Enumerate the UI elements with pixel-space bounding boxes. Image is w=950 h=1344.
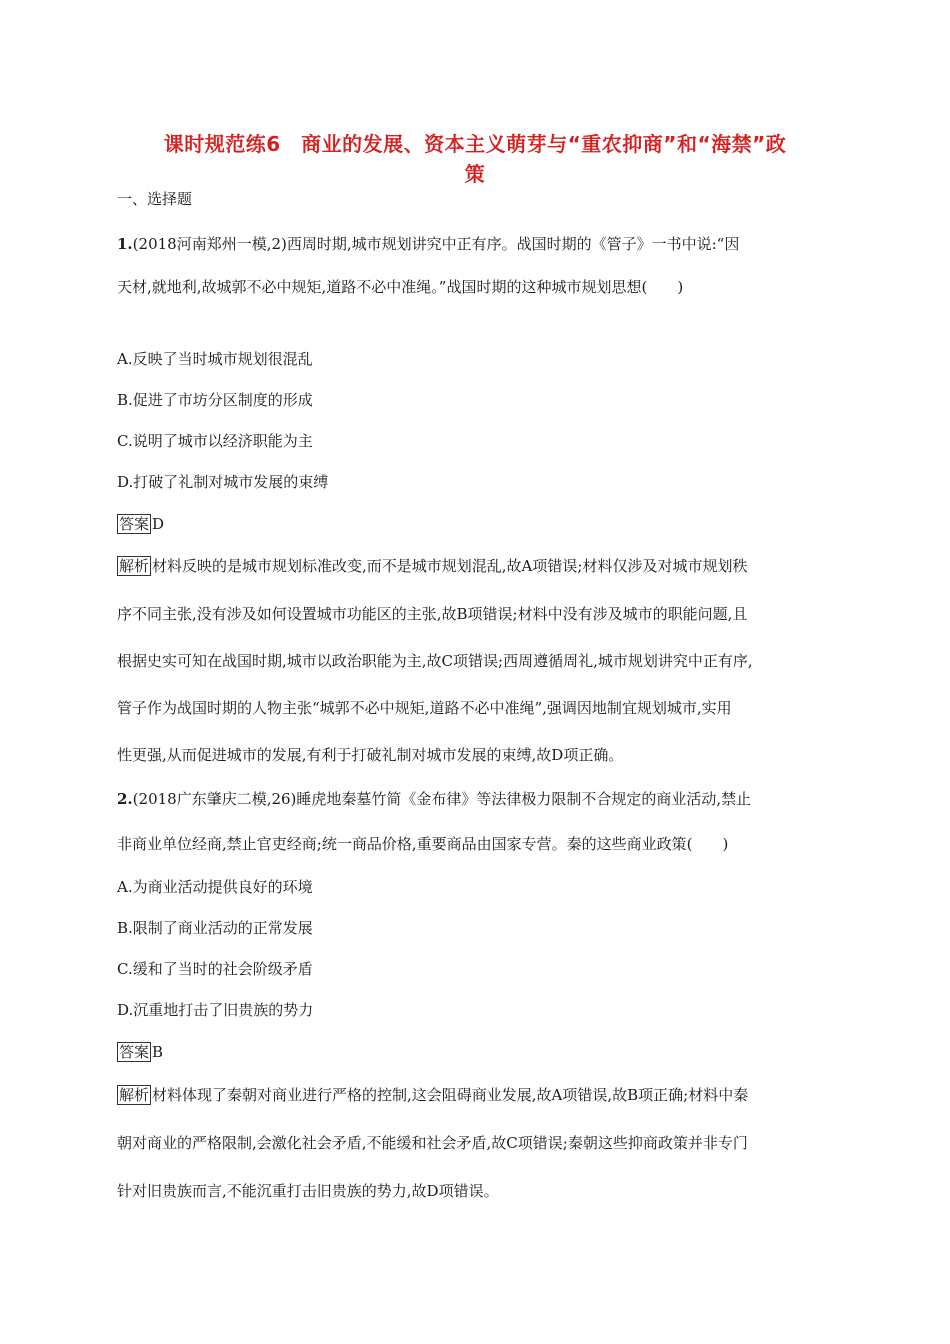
answer-value: B xyxy=(152,1043,164,1061)
page-title-line-1: 课时规范练6 商业的发展、资本主义萌芽与“重农抑商”和“海禁”政 xyxy=(163,132,787,156)
answer-value: D xyxy=(152,515,165,533)
question-1-answer xyxy=(117,514,164,534)
analysis-tag: 解析 xyxy=(119,557,150,575)
question-1-analysis-line-3: 根据史实可知在战国时期,城市以政治职能为主,故C项错误;西周遵循周礼,城市规划讲究中正有序, xyxy=(117,652,753,670)
question-2-analysis-line-1 xyxy=(117,1085,748,1105)
question-1-stem-line-1 xyxy=(117,234,739,254)
question-1-option-c: C.说明了城市以经济职能为主 xyxy=(117,432,313,450)
question-2-option-c: C.缓和了当时的社会阶级矛盾 xyxy=(117,960,313,978)
analysis-tag: 解析 xyxy=(119,1086,150,1104)
question-1-stem-text-1: (2018河南郑州一模,2)西周时期,城市规划讲究中正有序。战国时期的《管子》一书中说:“因 xyxy=(132,235,740,253)
analysis-text-1: 材料体现了秦朝对商业进行严格的控制,这会阻碍商业发展,故A项错误,故B项正确;材料中秦 xyxy=(152,1086,749,1104)
page-title-line-2: 策 xyxy=(464,162,486,186)
question-1-option-a: A.反映了当时城市规划很混乱 xyxy=(117,350,313,368)
question-2-analysis-line-2: 朝对商业的严格限制,会激化社会矛盾,不能缓和社会矛盾,故C项错误;秦朝这些抑商政策并非专门 xyxy=(117,1134,748,1152)
question-1-analysis-line-2: 序不同主张,没有涉及如何设置城市功能区的主张,故B项错误;材料中没有涉及城市的职能问题,且 xyxy=(117,605,748,623)
answer-tag: 答案 xyxy=(119,1043,150,1061)
question-1-number: 1. xyxy=(117,235,133,253)
question-2-option-d: D.沉重地打击了旧贵族的势力 xyxy=(117,1001,314,1019)
section-heading: 一、选择题 xyxy=(117,190,193,208)
question-2-analysis-line-3: 针对旧贵族而言,不能沉重打击旧贵族的势力,故D项错误。 xyxy=(117,1182,499,1200)
question-1-stem-line-2: 天材,就地利,故城郭不必中规矩,道路不必中准绳。”战国时期的这种城市规划思想( ) xyxy=(117,278,684,296)
question-2-stem-line-1 xyxy=(117,789,751,809)
question-2-option-b: B.限制了商业活动的正常发展 xyxy=(117,919,313,937)
analysis-text-1: 材料反映的是城市规划标准改变,而不是城市规划混乱,故A项错误;材料仅涉及对城市规划秩 xyxy=(152,557,748,575)
question-1-option-d: D.打破了礼制对城市发展的束缚 xyxy=(117,473,329,491)
question-2-stem-text-1: (2018广东肇庆二模,26)睡虎地秦墓竹简《金布律》等法律极力限制不合规定的商业活动,禁止 xyxy=(132,790,752,808)
question-2-number: 2. xyxy=(117,790,133,808)
answer-tag: 答案 xyxy=(119,515,150,533)
question-2-answer xyxy=(117,1042,163,1062)
question-1-analysis-line-4: 管子作为战国时期的人物主张“城郭不必中规矩,道路不必中准绳”,强调因地制宜规划城市,实用 xyxy=(117,699,732,717)
question-2-option-a: A.为商业活动提供良好的环境 xyxy=(117,878,313,896)
question-1-analysis-line-5: 性更强,从而促进城市的发展,有利于打破礼制对城市发展的束缚,故D项正确。 xyxy=(117,746,624,764)
question-1-option-b: B.促进了市坊分区制度的形成 xyxy=(117,391,313,409)
question-2-stem-line-2: 非商业单位经商,禁止官吏经商;统一商品价格,重要商品由国家专营。秦的这些商业政策( ) xyxy=(117,835,729,853)
question-1-analysis-line-1 xyxy=(117,556,747,576)
